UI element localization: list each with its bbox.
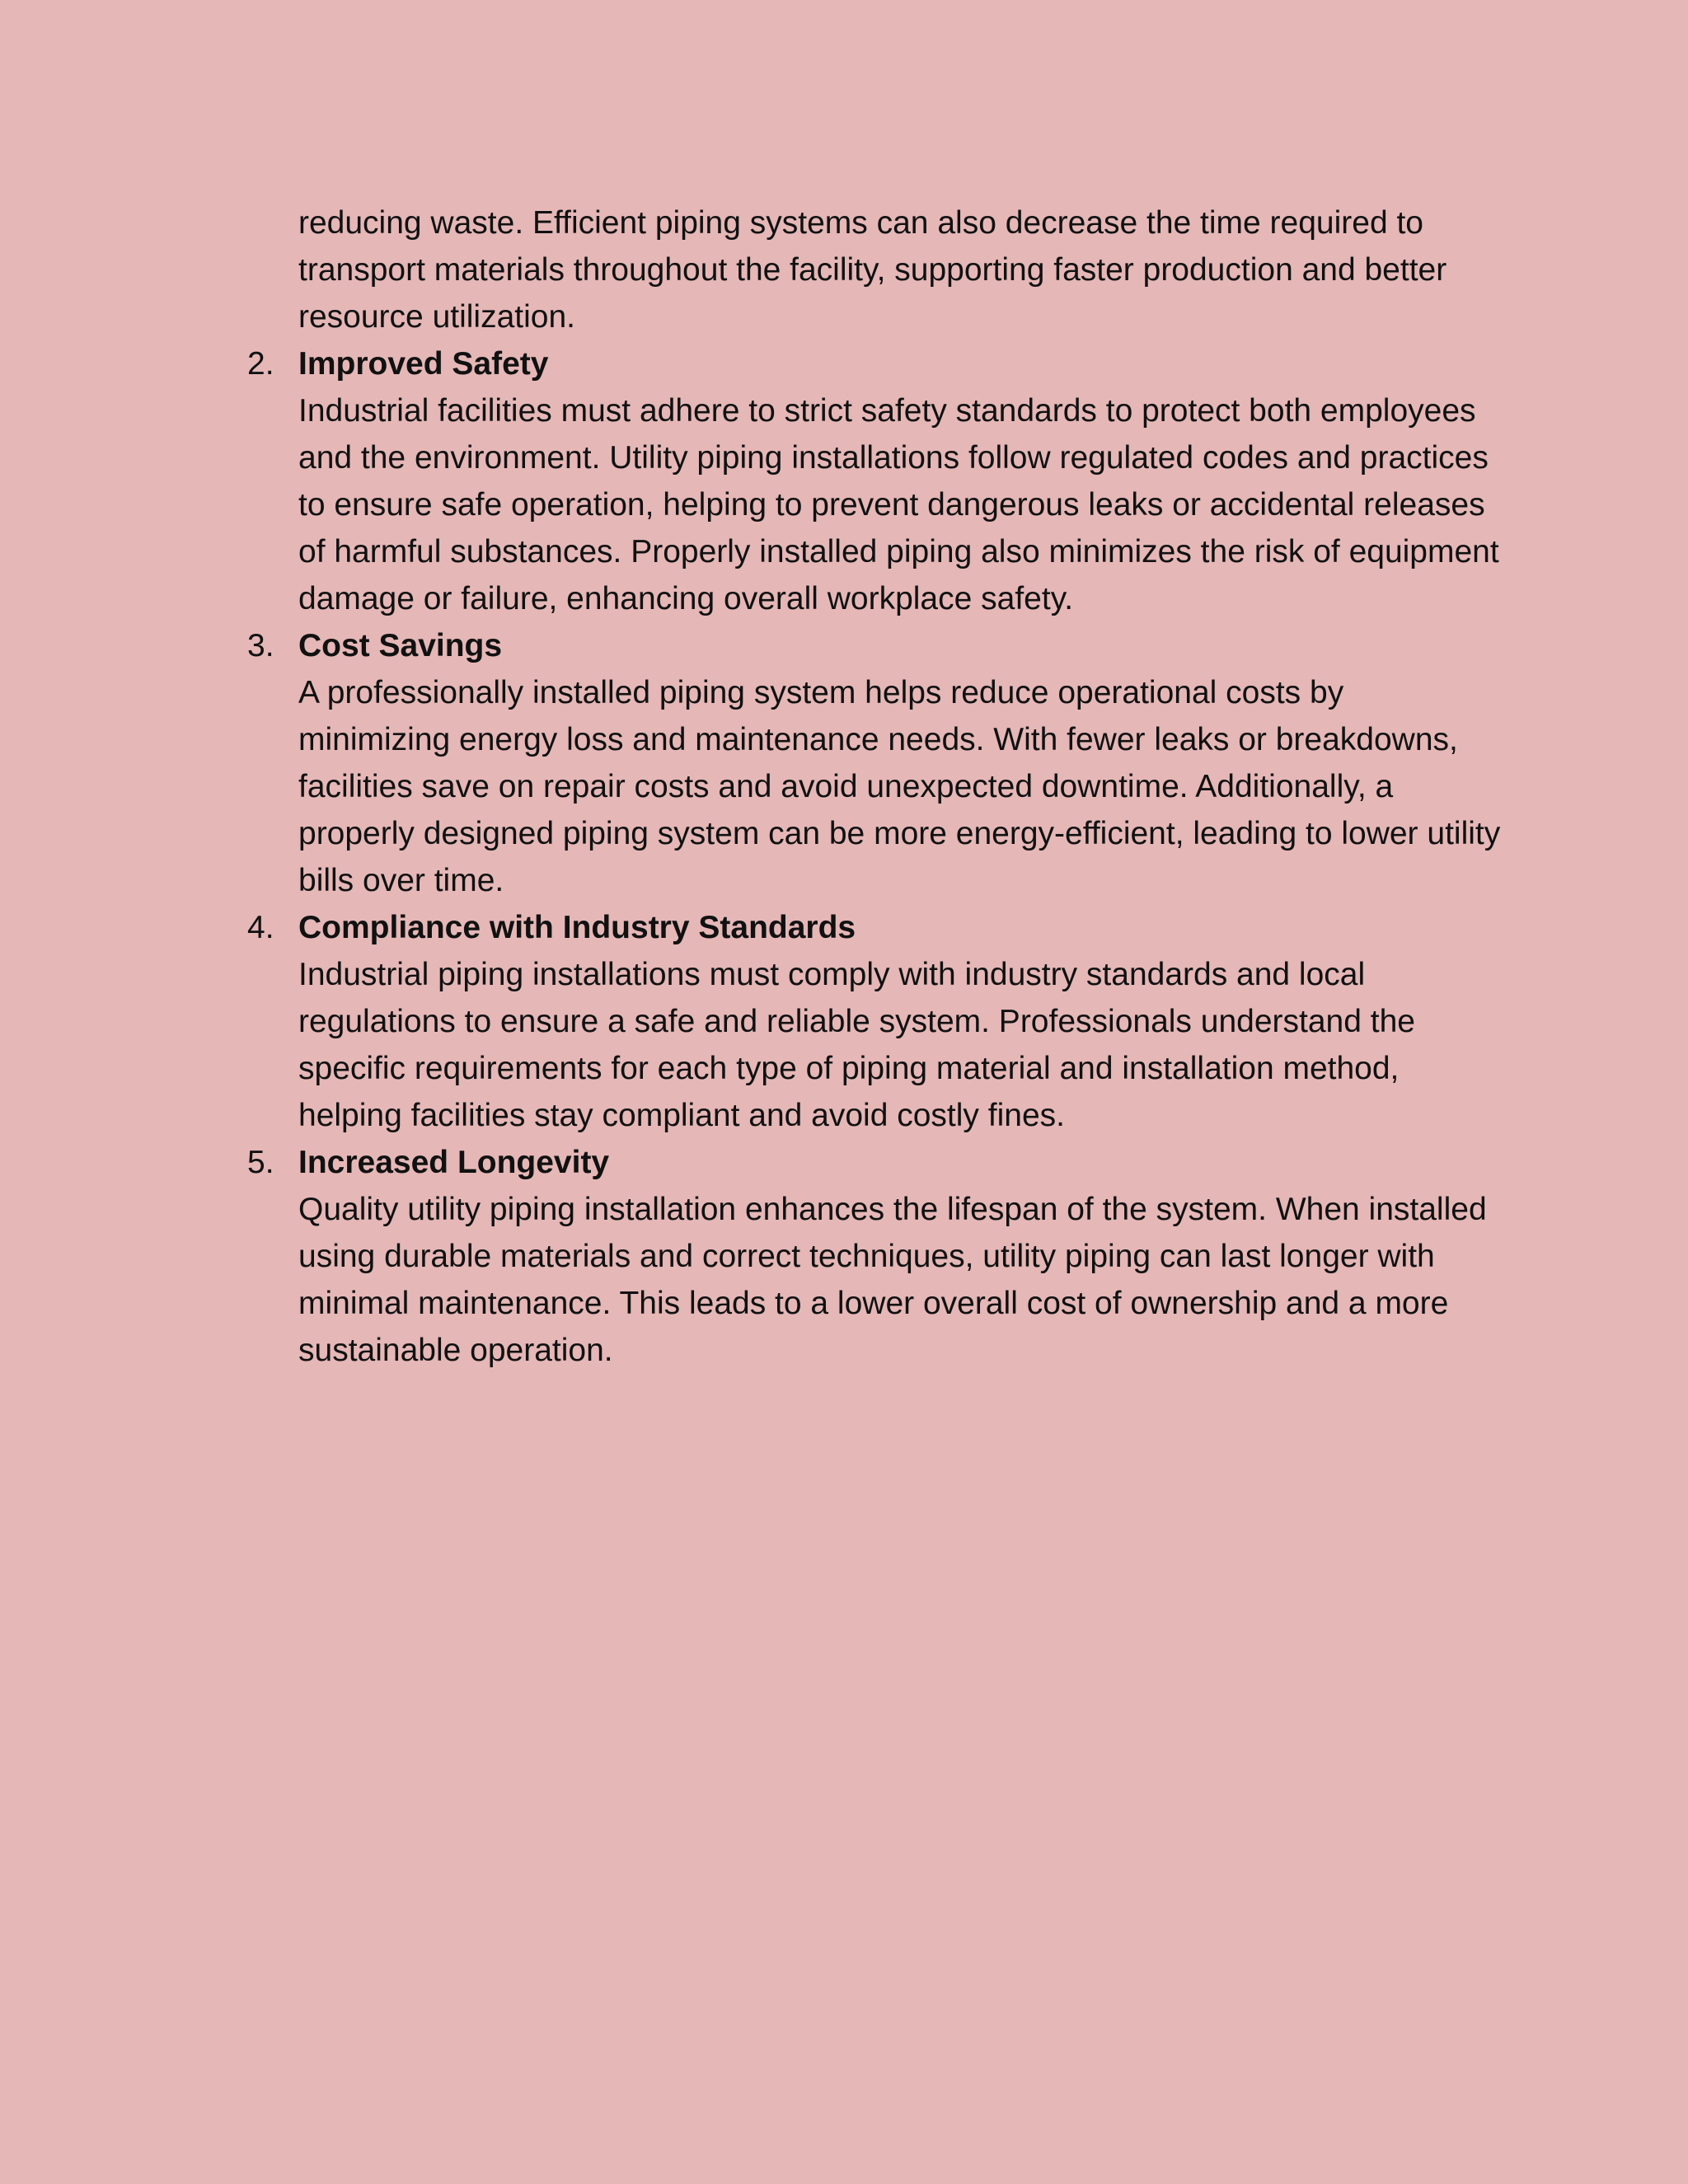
list-item-body: Quality utility piping installation enhances the lifespan of the system. When installed using durable materials and correct techniques, utility piping can last longer with minimal maintenance. This leads to a lower overall cost of ownership and a more sustainable operation.	[298, 1192, 1487, 1368]
list-item-compliance	[247, 904, 1502, 1139]
list-item-increased-longevity	[247, 1139, 1502, 1374]
list-item-title: Increased Longevity	[298, 1145, 610, 1180]
list-item-title: Improved Safety	[298, 346, 549, 382]
list-item-title: Compliance with Industry Standards	[298, 910, 856, 945]
list-item-number: 5.	[247, 1145, 274, 1180]
list-item-body: A professionally installed piping system helps reduce operational costs by minimizing energy loss and maintenance needs. With fewer leaks or breakdowns, facilities save on repair costs and avoid unexpected downtime. Additionally, a properly designed piping system can be more energy-efficient, leading to lower utility bills over time.	[298, 675, 1501, 898]
intro-continuation-paragraph: reducing waste. Efficient piping systems can also decrease the time required to transport materials throughout the facility, supporting faster production and better resource utilization.	[298, 205, 1447, 335]
list-item-number: 2.	[247, 346, 274, 382]
list-item-cost-savings	[247, 622, 1502, 904]
list-item-title: Cost Savings	[298, 628, 503, 663]
list-item-number: 4.	[247, 910, 274, 945]
list-item-body: Industrial facilities must adhere to strict safety standards to protect both employees and the environment. Utility piping installations follow regulated codes and practices to ensure safe operation, helping to prevent dangerous leaks or accidental releases of harmful substances. Properly installed piping also minimizes the risk of equipment damage or failure, enhancing overall workplace safety.	[298, 393, 1499, 616]
list-item-body: Industrial piping installations must comply with industry standards and local regulations to ensure a safe and reliable system. Professionals understand the specific requirements for each type of piping material and installation method, helping facilities stay compliant and avoid costly fines.	[298, 957, 1415, 1133]
document-content	[247, 199, 1502, 1374]
list-item-number: 3.	[247, 628, 274, 663]
list-item-improved-safety	[247, 340, 1502, 622]
